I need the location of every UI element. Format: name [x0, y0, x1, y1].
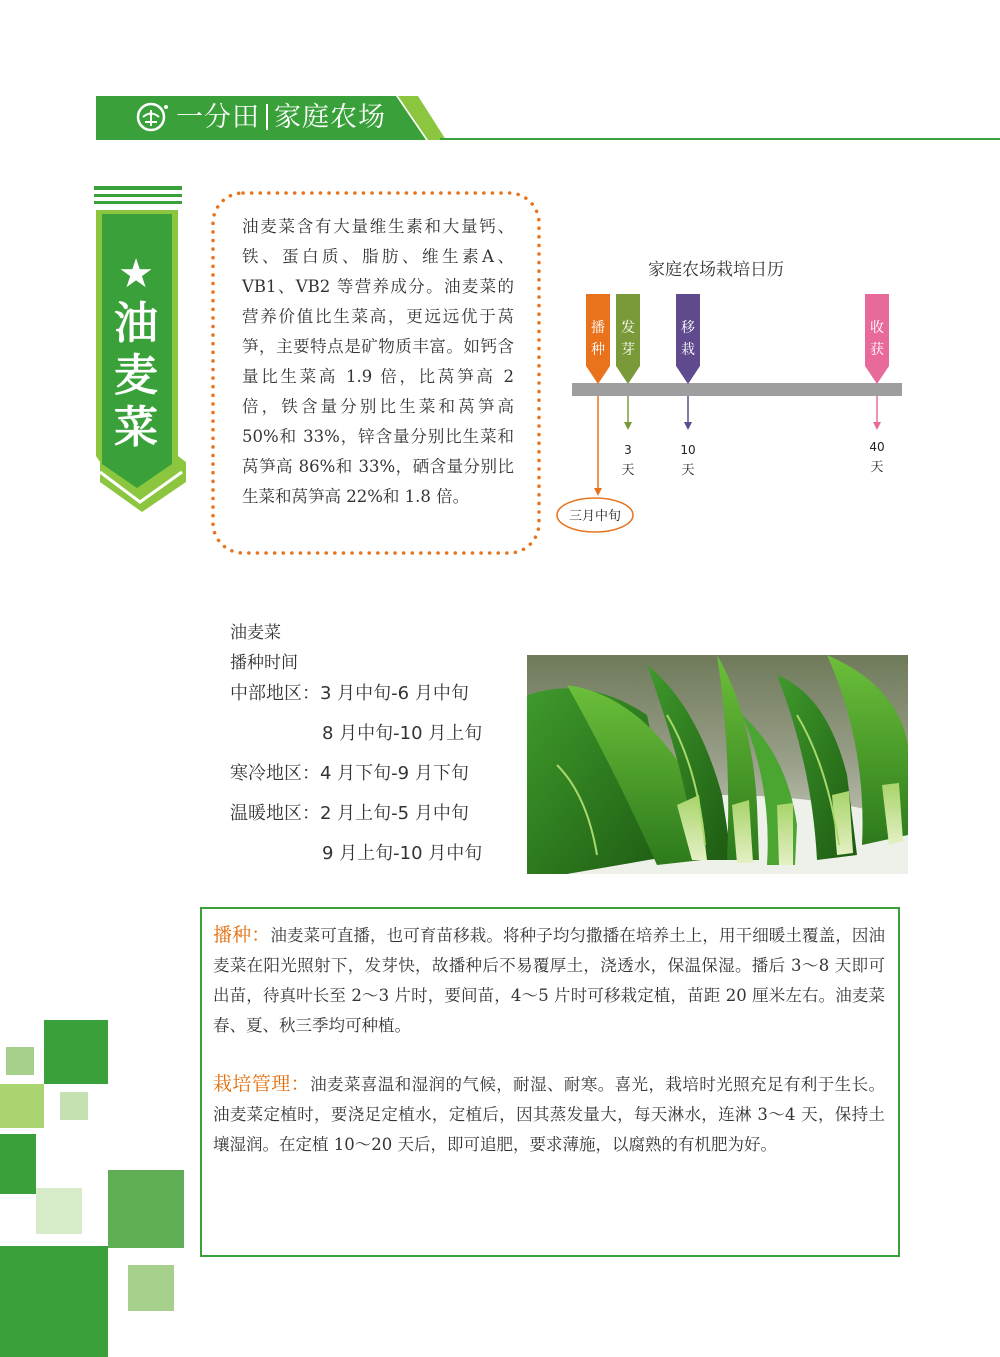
deco-square — [44, 1020, 108, 1084]
cultivation-calendar — [556, 286, 916, 536]
brand-sub: 家庭农场 — [274, 102, 386, 133]
stage-arrow-head — [684, 422, 692, 430]
deco-square — [6, 1047, 34, 1075]
stage-label-bottom: 芽 — [621, 342, 635, 358]
deco-square — [36, 1188, 82, 1234]
sowing-title: 播种时间 — [230, 653, 298, 673]
stage-label-top: 发 — [621, 320, 635, 336]
youmaicai-photo — [527, 655, 908, 874]
deco-square — [0, 1134, 36, 1194]
brand-logo-icon — [136, 102, 170, 132]
stage-day-unit: 天 — [870, 460, 884, 475]
stage-label-top: 收 — [870, 320, 884, 336]
deco-square — [128, 1265, 174, 1311]
stage-arrow-head — [624, 422, 632, 430]
calendar-stage — [586, 294, 610, 384]
stage-label-bottom: 种 — [591, 342, 605, 358]
stage-arrow-head — [873, 422, 881, 430]
sowing-row-warm-1: 温暖地区：2 月上旬-5 月中旬 — [230, 803, 469, 824]
sowing-row-central-2: 8 月中旬-10 月上旬 — [322, 723, 483, 744]
timeline-bar — [572, 383, 902, 396]
banner-title-char: 菜 — [114, 402, 158, 453]
stage-label-top: 移 — [681, 320, 695, 336]
sowing-heading: 播种： — [213, 924, 271, 946]
deco-square — [108, 1170, 184, 1248]
banner-title-chars — [112, 298, 160, 454]
stage-marker — [586, 294, 610, 384]
start-date-label: 三月中旬 — [568, 509, 622, 524]
banner-title — [112, 298, 160, 454]
crop-name: 油麦菜 — [230, 623, 281, 643]
deco-square — [60, 1092, 88, 1120]
banner-title-char: 油 — [114, 298, 158, 349]
brand-main: 一分田 — [176, 102, 260, 133]
deco-square — [0, 1246, 108, 1357]
care-heading: 栽培管理： — [213, 1073, 311, 1095]
brand-name — [176, 101, 386, 135]
banner-star-icon: ★ — [118, 251, 154, 297]
sowing-row-warm-2: 9 月上旬-10 月中旬 — [322, 843, 483, 864]
banner-title-char: 麦 — [114, 350, 158, 401]
deco-square — [0, 1084, 44, 1128]
stage-marker — [865, 294, 889, 384]
brand-separator — [266, 104, 268, 130]
stage-label-bottom: 获 — [870, 342, 884, 358]
stage-day-unit: 天 — [621, 463, 635, 478]
sowing-text: 油麦菜可直播，也可育苗移栽。将种子均匀撒播在培养土上，用干细暖土覆盖，因油麦菜在阳光照射下，发芽快，故播种后不易覆厚土，浇透水，保温保湿。播后 3～8 天即可出苗，待真叶长至 2～3 片时，要间苗，4～5 片时可移栽定植，苗距 20 厘米左右。油麦菜春、夏、秋三季均可种植。 — [213, 926, 885, 1035]
calendar-title: 家庭农场栽培日历 — [648, 260, 784, 280]
care-text: 油麦菜喜温和湿润的气候，耐湿、耐寒。喜光，栽培时光照充足有利于生长。油麦菜定植时，要浇足定植水，定植后，因其蒸发量大，每天淋水，连淋 3～4 天，保持土壤湿润。在定植 10～20 天后，即可追肥，要求薄施，以腐熟的有机肥为好。 — [213, 1075, 885, 1154]
stage-day-number: 10 — [680, 443, 696, 457]
start-arrow-head — [594, 488, 602, 496]
care-paragraph — [213, 1069, 885, 1160]
stage-marker — [676, 294, 700, 384]
sowing-paragraph — [213, 920, 885, 1041]
stage-label-bottom: 栽 — [681, 342, 695, 358]
header-rule — [440, 138, 1000, 140]
stage-day-unit: 天 — [681, 463, 695, 478]
stage-marker — [616, 294, 640, 384]
sowing-row-central-1: 中部地区：3 月中旬-6 月中旬 — [230, 683, 469, 704]
stage-day-number: 3 — [624, 443, 632, 457]
stage-day-number: 40 — [869, 440, 885, 454]
intro-text: 油麦菜含有大量维生素和大量钙、铁、蛋白质、脂肪、维生素A、VB1、VB2 等营养成分。油麦菜的营养价值比生菜高，更远远优于莴笋，主要特点是矿物质丰富。如钙含量比生菜高 1.9 倍，比莴笋高 2 倍，铁含量分别比生菜和莴笋高 50%和 33%，锌含量分别比生菜和莴笋高 86%和 33%，硒含量分别比生菜和莴笋高 22%和 1.8 倍。 — [242, 217, 514, 506]
stage-label-top: 播 — [591, 320, 605, 336]
sowing-row-cold: 寒冷地区：4 月下旬-9 月下旬 — [230, 763, 469, 784]
